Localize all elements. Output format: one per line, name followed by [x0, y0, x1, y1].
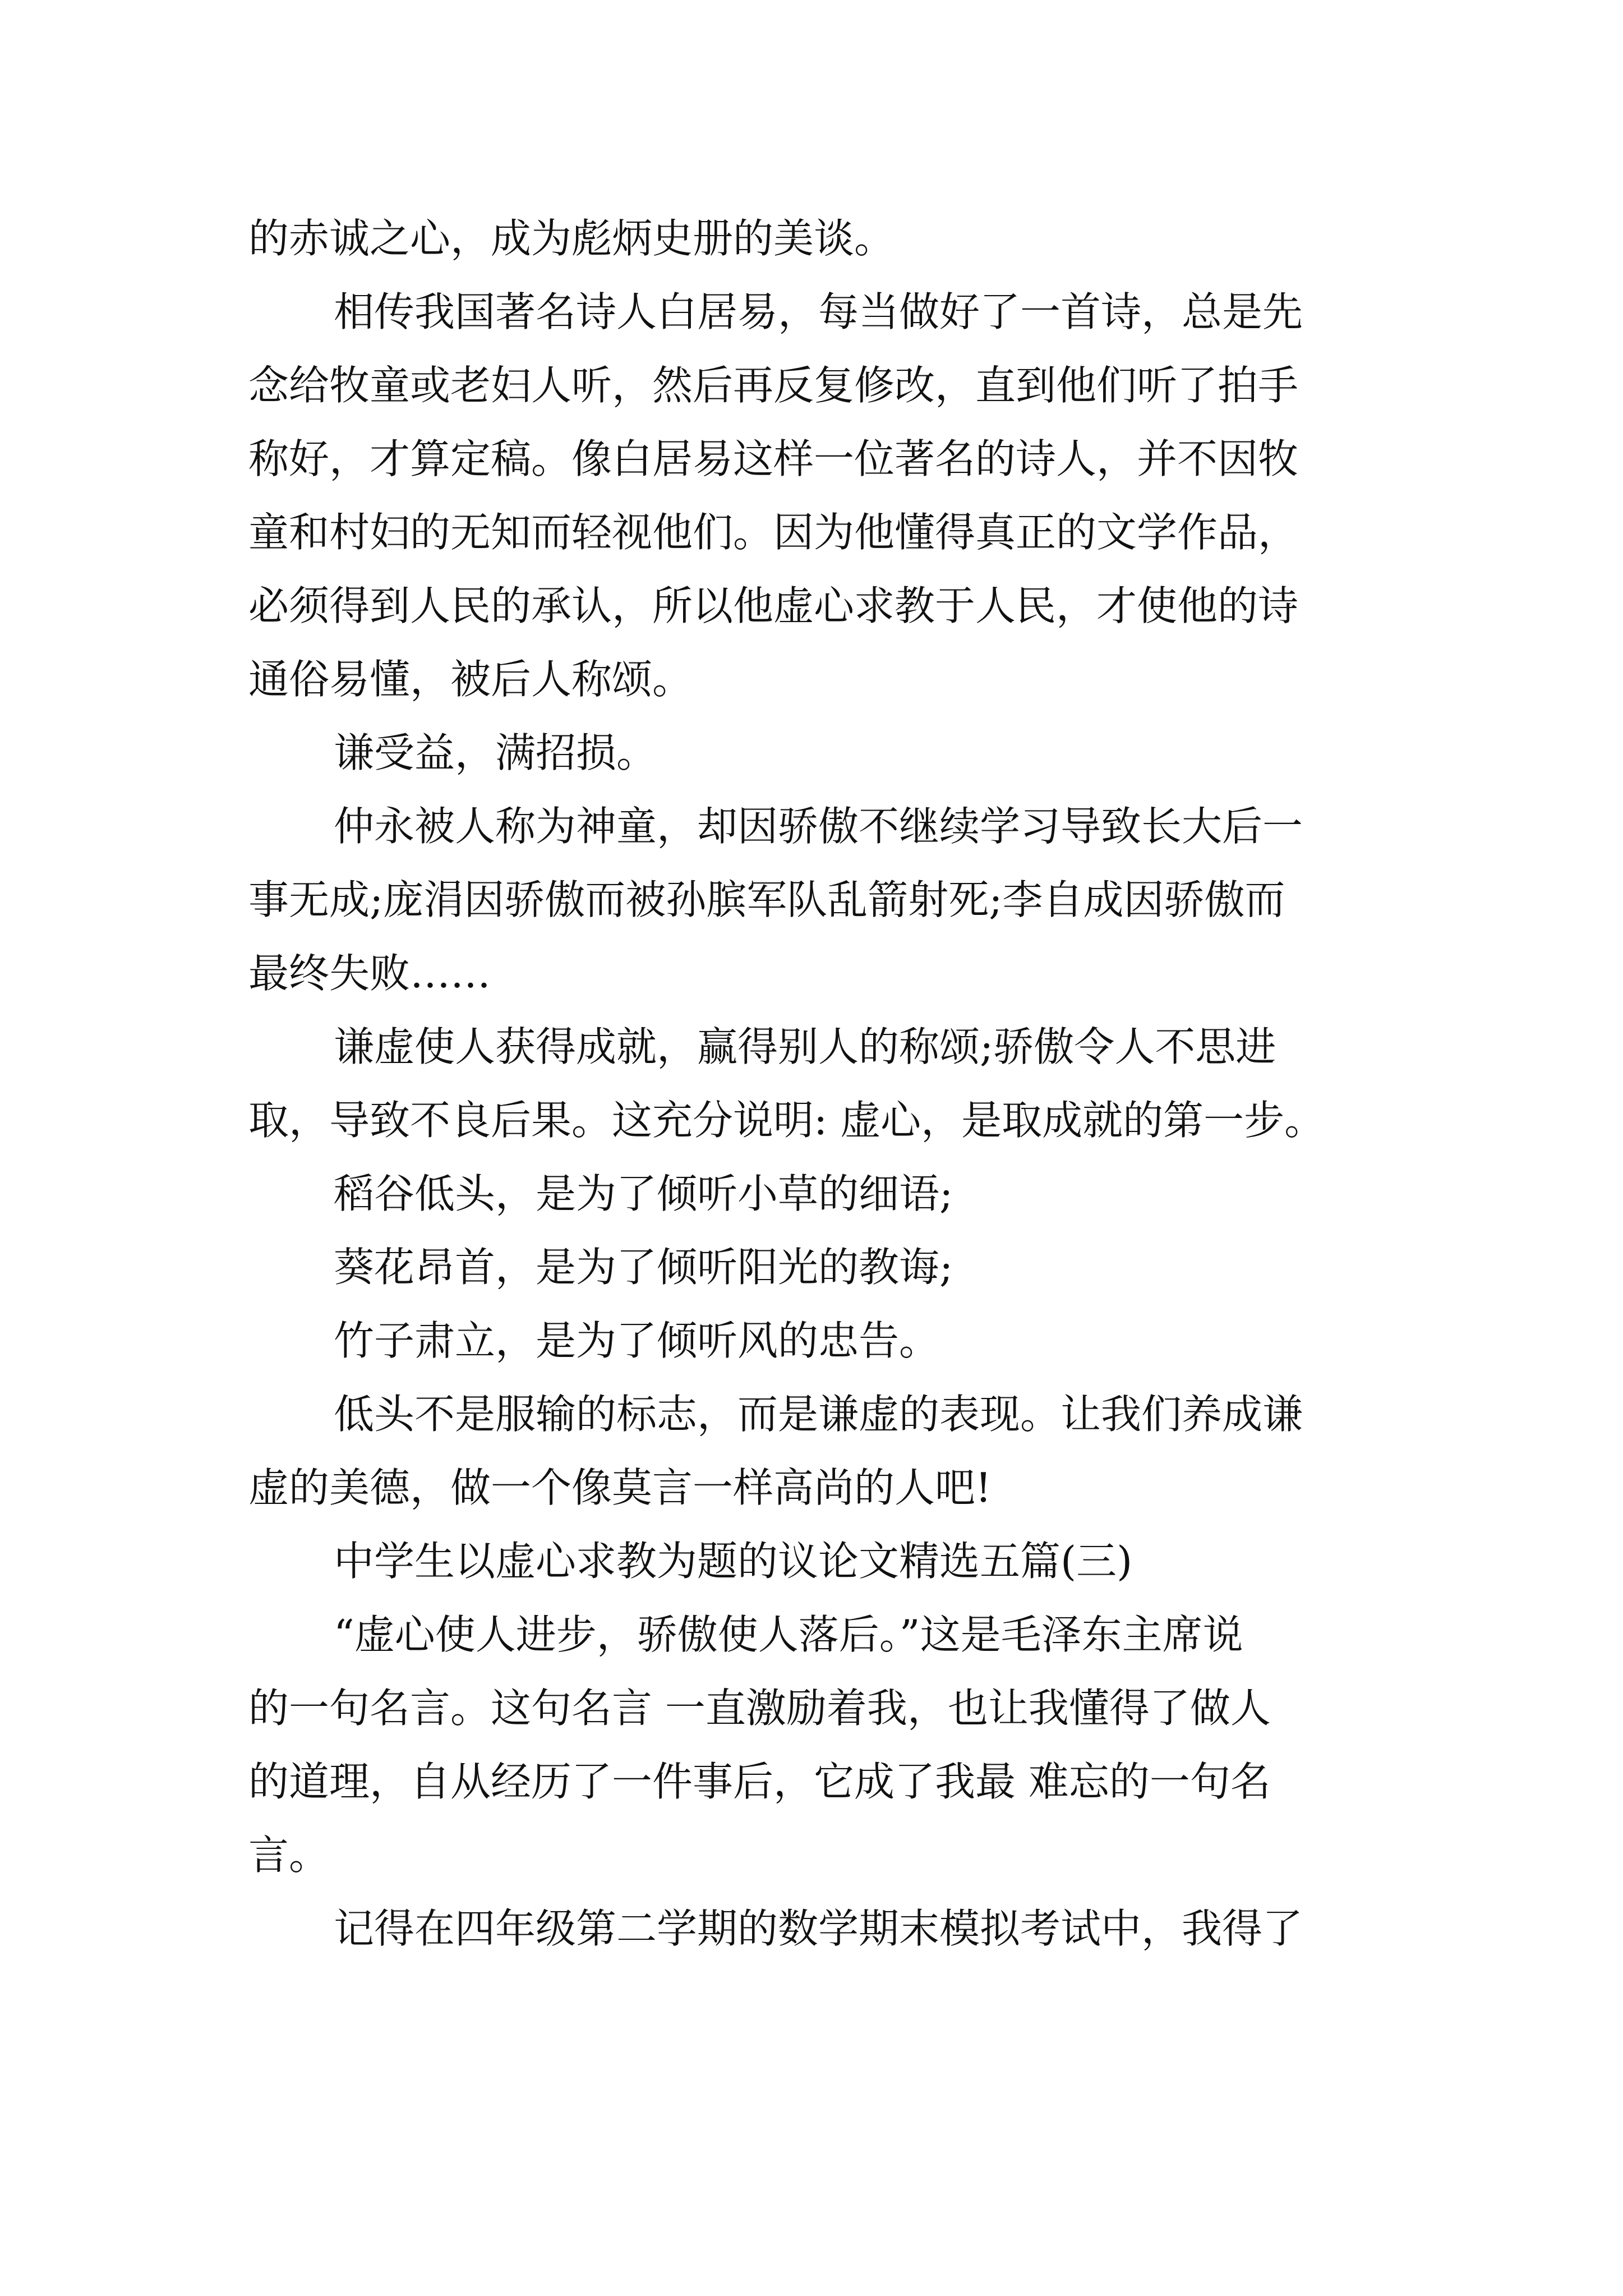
text-line: 仲永被人称为神童，却因骄傲不继续学习导致长大后一 [334, 803, 1303, 850]
document-body [248, 202, 1393, 1966]
section-heading: 中学生以虚心求教为题的议论文精选五篇(三) [334, 1538, 1133, 1585]
text-line: 事无成;庞涓因骄傲而被孙膑军队乱箭射死;李自成因骄傲而 [248, 876, 1285, 923]
text-line: 谦受益，满招损。 [334, 729, 657, 776]
text-line: 葵花昂首，是为了倾听阳光的教诲; [334, 1244, 953, 1291]
text-line: 相传我国著名诗人白居易，每当做好了一首诗，总是先 [334, 288, 1303, 335]
text-line: 通俗易懂，被后人称颂。 [248, 656, 693, 703]
text-line: 最终失败…… [248, 950, 491, 997]
text-line: 低头不是服输的标志，而是谦虚的表现。让我们养成谦 [334, 1391, 1303, 1438]
text-line: 言。 [248, 1832, 330, 1879]
text-line: 念给牧童或老妇人听，然后再反复修改，直到他们听了拍手 [248, 362, 1299, 409]
text-line: 虚的美德，做一个像莫言一样高尚的人吧! [248, 1464, 992, 1511]
text-line: 必须得到人民的承认，所以他虚心求教于人民，才使他的诗 [248, 582, 1299, 629]
text-line: 谦虚使人获得成就，赢得别人的称颂;骄傲令人不思进 [334, 1023, 1276, 1070]
text-line: 的一句名言。这句名言 一直激励着我，也让我懂得了做人 [248, 1685, 1271, 1732]
text-line: 称好，才算定稿。像白居易这样一位著名的诗人，并不因牧 [248, 435, 1299, 482]
text-line: 取，导致不良后果。这充分说明: 虚心，是取成就的第一步。 [248, 1097, 1325, 1144]
text-line: 童和村妇的无知而轻视他们。因为他懂得真正的文学作品， [248, 509, 1299, 556]
text-line: 稻谷低头，是为了倾听小草的细语; [334, 1170, 953, 1217]
text-line: 记得在四年级第二学期的数学期末模拟考试中，我得了 [334, 1905, 1303, 1952]
text-line: 的道理，自从经历了一件事后，它成了我最 难忘的一句名 [248, 1758, 1271, 1805]
text-line: 的赤诚之心，成为彪炳史册的美谈。 [248, 215, 895, 262]
text-line: 竹子肃立，是为了倾听风的忠告。 [334, 1317, 940, 1364]
text-line: “虚心使人进步，骄傲使人落后。”这是毛泽东主席说 [334, 1611, 1243, 1658]
